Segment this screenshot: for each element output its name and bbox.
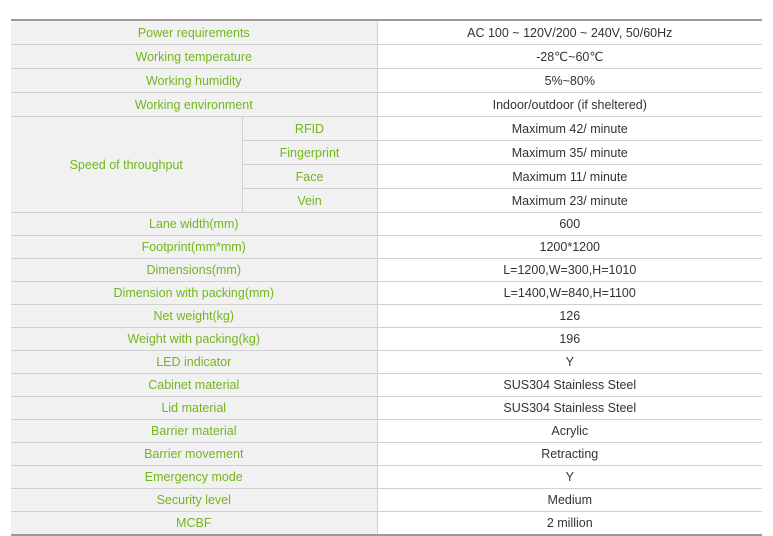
spec-label: MCBF [11, 512, 377, 536]
spec-value: 126 [377, 305, 762, 328]
throughput-value: Maximum 35/ minute [377, 141, 762, 165]
spec-label: Cabinet material [11, 374, 377, 397]
spec-value: L=1400,W=840,H=1100 [377, 282, 762, 305]
spec-value: 1200*1200 [377, 236, 762, 259]
spec-value: Medium [377, 489, 762, 512]
table-row [11, 282, 762, 305]
spec-value: Acrylic [377, 420, 762, 443]
spec-label: Barrier material [11, 420, 377, 443]
spec-value: -28℃~60℃ [377, 45, 762, 69]
spec-value: SUS304 Stainless Steel [377, 374, 762, 397]
throughput-sub-label: Vein [242, 189, 377, 213]
table-row [11, 69, 762, 93]
table-row [11, 93, 762, 117]
table-row [11, 213, 762, 236]
spec-value: Indoor/outdoor (if sheltered) [377, 93, 762, 117]
table-row [11, 512, 762, 536]
spec-label: Dimensions(mm) [11, 259, 377, 282]
table-row [11, 259, 762, 282]
spec-label: LED indicator [11, 351, 377, 374]
table-row [11, 117, 762, 141]
table-row [11, 466, 762, 489]
spec-label: Barrier movement [11, 443, 377, 466]
table-row [11, 328, 762, 351]
spec-label: Footprint(mm*mm) [11, 236, 377, 259]
spec-value: SUS304 Stainless Steel [377, 397, 762, 420]
table-row [11, 20, 762, 45]
spec-value: AC 100 ~ 120V/200 ~ 240V, 50/60Hz [377, 20, 762, 45]
spec-value: Retracting [377, 443, 762, 466]
spec-label: Security level [11, 489, 377, 512]
spec-value: 5%~80% [377, 69, 762, 93]
spec-label: Lane width(mm) [11, 213, 377, 236]
table-row [11, 420, 762, 443]
throughput-sub-label: RFID [242, 117, 377, 141]
table-row [11, 397, 762, 420]
spec-label: Net weight(kg) [11, 305, 377, 328]
throughput-sub-label: Fingerprint [242, 141, 377, 165]
spec-label: Weight with packing(kg) [11, 328, 377, 351]
spec-value: 2 million [377, 512, 762, 536]
spec-value: 600 [377, 213, 762, 236]
spec-label: Emergency mode [11, 466, 377, 489]
table-row [11, 443, 762, 466]
throughput-sub-label: Face [242, 165, 377, 189]
spec-label: Dimension with packing(mm) [11, 282, 377, 305]
spec-value: L=1200,W=300,H=1010 [377, 259, 762, 282]
spec-value: 196 [377, 328, 762, 351]
spec-label: Working humidity [11, 69, 377, 93]
throughput-value: Maximum 42/ minute [377, 117, 762, 141]
spec-value: Y [377, 466, 762, 489]
throughput-value: Maximum 11/ minute [377, 165, 762, 189]
spec-label: Working environment [11, 93, 377, 117]
spec-value: Y [377, 351, 762, 374]
spec-table [11, 19, 762, 536]
spec-label: Working temperature [11, 45, 377, 69]
table-row [11, 489, 762, 512]
table-row [11, 305, 762, 328]
table-row [11, 45, 762, 69]
spec-label: Power requirements [11, 20, 377, 45]
spec-label: Lid material [11, 397, 377, 420]
throughput-value: Maximum 23/ minute [377, 189, 762, 213]
table-row [11, 374, 762, 397]
table-row [11, 351, 762, 374]
throughput-group-label: Speed of throughput [11, 117, 242, 213]
table-row [11, 236, 762, 259]
